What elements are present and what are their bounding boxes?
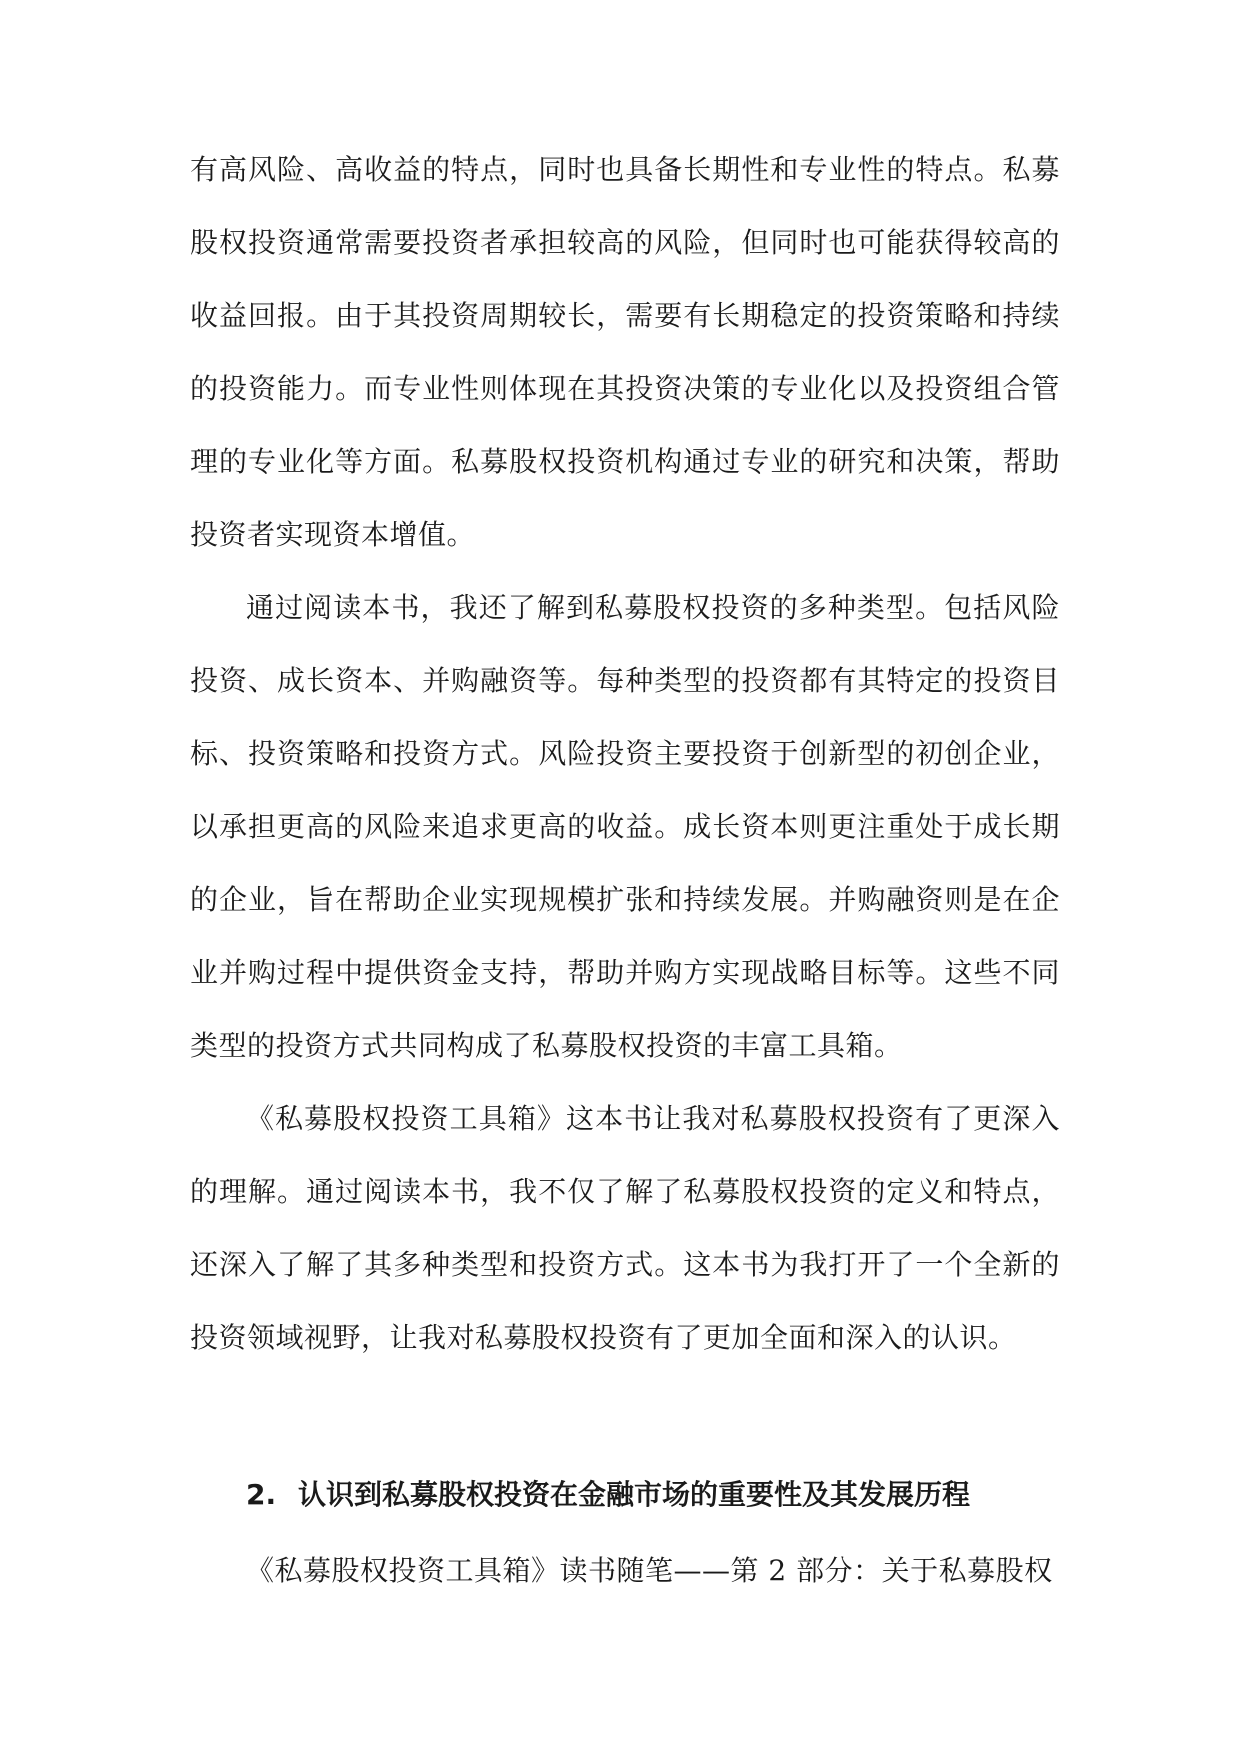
paragraph-line: 有高风险、高收益的特点，同时也具备长期性和专业性的特点。私募 [190, 153, 1060, 186]
paragraph-line: 通过阅读本书，我还了解到私募股权投资的多种类型。包括风险 [246, 591, 1060, 624]
paragraph-line: 的理解。通过阅读本书，我不仅了解了私募股权投资的定义和特点， [190, 1175, 1060, 1208]
section-heading [246, 1458, 970, 1531]
paragraph-3 [190, 1082, 1060, 1374]
section-title: 认识到私募股权投资在金融市场的重要性及其发展历程 [298, 1478, 971, 1511]
paragraph-line: 投资、成长资本、并购融资等。每种类型的投资都有其特定的投资目 [190, 664, 1060, 697]
paragraph-2 [190, 571, 1060, 1082]
tail-paragraph [190, 1534, 1060, 1607]
paragraph-line: 的企业，旨在帮助企业实现规模扩张和持续发展。并购融资则是在企 [190, 883, 1060, 916]
paragraph-line: 还深入了解了其多种类型和投资方式。这本书为我打开了一个全新的 [190, 1248, 1060, 1281]
paragraph-line: 以承担更高的风险来追求更高的收益。成长资本则更注重处于成长期 [190, 810, 1060, 843]
paragraph-line: 理的专业化等方面。私募股权投资机构通过专业的研究和决策，帮助 [190, 445, 1060, 478]
body-text [190, 133, 1060, 1374]
paragraph-1 [190, 133, 1060, 571]
paragraph-line: 的投资能力。而专业性则体现在其投资决策的专业化以及投资组合管 [190, 372, 1060, 405]
paragraph-line: 《私募股权投资工具箱》读书随笔——第 2 部分：关于私募股权 [246, 1554, 1053, 1587]
paragraph-line: 业并购过程中提供资金支持，帮助并购方实现战略目标等。这些不同 [190, 956, 1060, 989]
paragraph-line: 标、投资策略和投资方式。风险投资主要投资于创新型的初创企业， [190, 737, 1060, 770]
paragraph-line: 收益回报。由于其投资周期较长，需要有长期稳定的投资策略和持续 [190, 299, 1060, 332]
section-number: 2. [246, 1478, 277, 1511]
paragraph-line: 《私募股权投资工具箱》这本书让我对私募股权投资有了更深入 [246, 1102, 1060, 1135]
paragraph-line: 股权投资通常需要投资者承担较高的风险，但同时也可能获得较高的 [190, 226, 1060, 259]
paragraph-line: 投资领域视野，让我对私募股权投资有了更加全面和深入的认识。 [190, 1321, 1017, 1354]
paragraph-line: 投资者实现资本增值。 [190, 518, 476, 551]
paragraph-line: 类型的投资方式共同构成了私募股权投资的丰富工具箱。 [190, 1029, 903, 1062]
